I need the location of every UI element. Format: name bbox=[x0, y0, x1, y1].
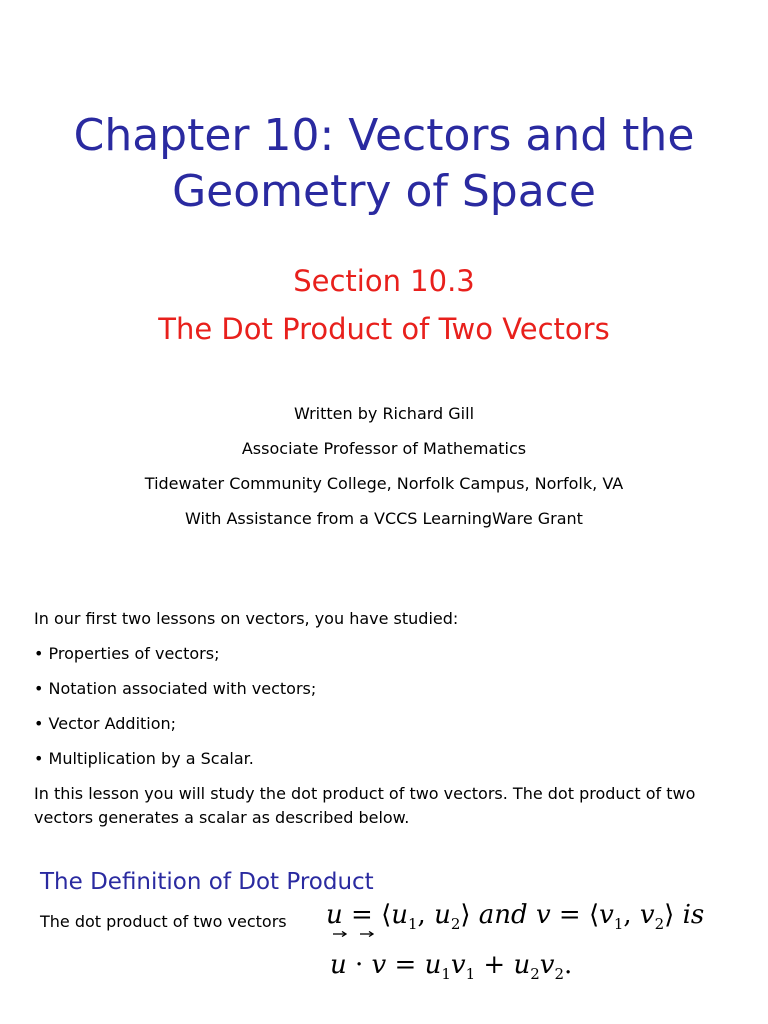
formula-equals: = bbox=[386, 950, 425, 980]
formula-period: . bbox=[564, 950, 573, 980]
formula-is: is bbox=[674, 900, 705, 930]
intro-lead: In our first two lessons on vectors, you have studied: bbox=[34, 609, 459, 628]
section-number: Section 10.3 bbox=[293, 264, 475, 298]
credit-grant: With Assistance from a VCCS LearningWare Grant bbox=[185, 509, 583, 528]
formula-comma: , bbox=[417, 900, 435, 930]
formula-comma: , bbox=[623, 900, 640, 930]
formula-u2: u bbox=[513, 950, 531, 980]
section-name: The Dot Product of Two Vectors bbox=[158, 312, 610, 346]
formula-v2: v bbox=[539, 950, 555, 980]
definition-heading: The Definition of Dot Product bbox=[40, 869, 374, 895]
credit-author: Written by Richard Gill bbox=[293, 404, 475, 423]
intro-item: • Notation associated with vectors; bbox=[34, 679, 317, 698]
formula-rangle: ⟩ bbox=[664, 900, 675, 930]
formula-rangle: ⟩ bbox=[460, 900, 471, 930]
formula-sub: 2 bbox=[530, 965, 540, 983]
formula-sub: 1 bbox=[613, 915, 624, 933]
credit-position: Associate Professor of Mathematics bbox=[241, 439, 527, 458]
formula-equals: = bbox=[550, 900, 589, 930]
formula-dot-product bbox=[330, 950, 572, 983]
slide-title-line-1: Chapter 10: Vectors and the bbox=[73, 110, 695, 161]
credit-institution: Tidewater Community College, Norfolk Campus, Norfolk, VA bbox=[144, 474, 624, 493]
formula-sub: 2 bbox=[450, 915, 461, 933]
formula-u2: u bbox=[434, 900, 451, 930]
formula-v1: v bbox=[450, 950, 466, 980]
formula-u: u bbox=[326, 900, 343, 930]
formula-sub: 1 bbox=[465, 965, 476, 983]
credits-block bbox=[0, 396, 768, 536]
definition-text: The dot product of two vectors bbox=[40, 912, 287, 931]
formula-dot: · bbox=[346, 950, 372, 980]
formula-langle: ⟨ bbox=[588, 900, 600, 930]
formula-sub: 1 bbox=[407, 915, 418, 933]
formula-plus: + bbox=[475, 950, 514, 980]
formula-langle: ⟨ bbox=[381, 900, 392, 930]
formula-equals: = bbox=[342, 900, 382, 930]
formula-u: u bbox=[330, 950, 347, 980]
intro-block bbox=[34, 607, 734, 782]
intro-item: • Vector Addition; bbox=[34, 714, 177, 733]
formula-v1: v bbox=[599, 900, 614, 930]
vector-arrow-icon bbox=[360, 931, 374, 937]
formula-u1: u bbox=[391, 900, 408, 930]
slide-title bbox=[0, 108, 768, 220]
intro-item: • Multiplication by a Scalar. bbox=[34, 749, 254, 768]
formula-vectors bbox=[326, 900, 704, 933]
formula-v2: v bbox=[639, 900, 655, 930]
formula-sub: 2 bbox=[654, 915, 665, 933]
formula-u1: u bbox=[424, 950, 442, 980]
slide-title-line-2: Geometry of Space bbox=[172, 166, 596, 217]
formula-sub: 1 bbox=[441, 965, 451, 983]
vector-arrow-icon bbox=[333, 931, 347, 937]
lesson-paragraph: In this lesson you will study the dot product of two vectors. The dot product of two vectors generates a scalar as described below. bbox=[34, 784, 696, 827]
intro-item: • Properties of vectors; bbox=[34, 644, 220, 663]
formula-v: v bbox=[535, 900, 551, 930]
formula-and: and bbox=[470, 900, 536, 930]
formula-v: v bbox=[371, 950, 387, 980]
formula-sub: 2 bbox=[554, 965, 564, 983]
